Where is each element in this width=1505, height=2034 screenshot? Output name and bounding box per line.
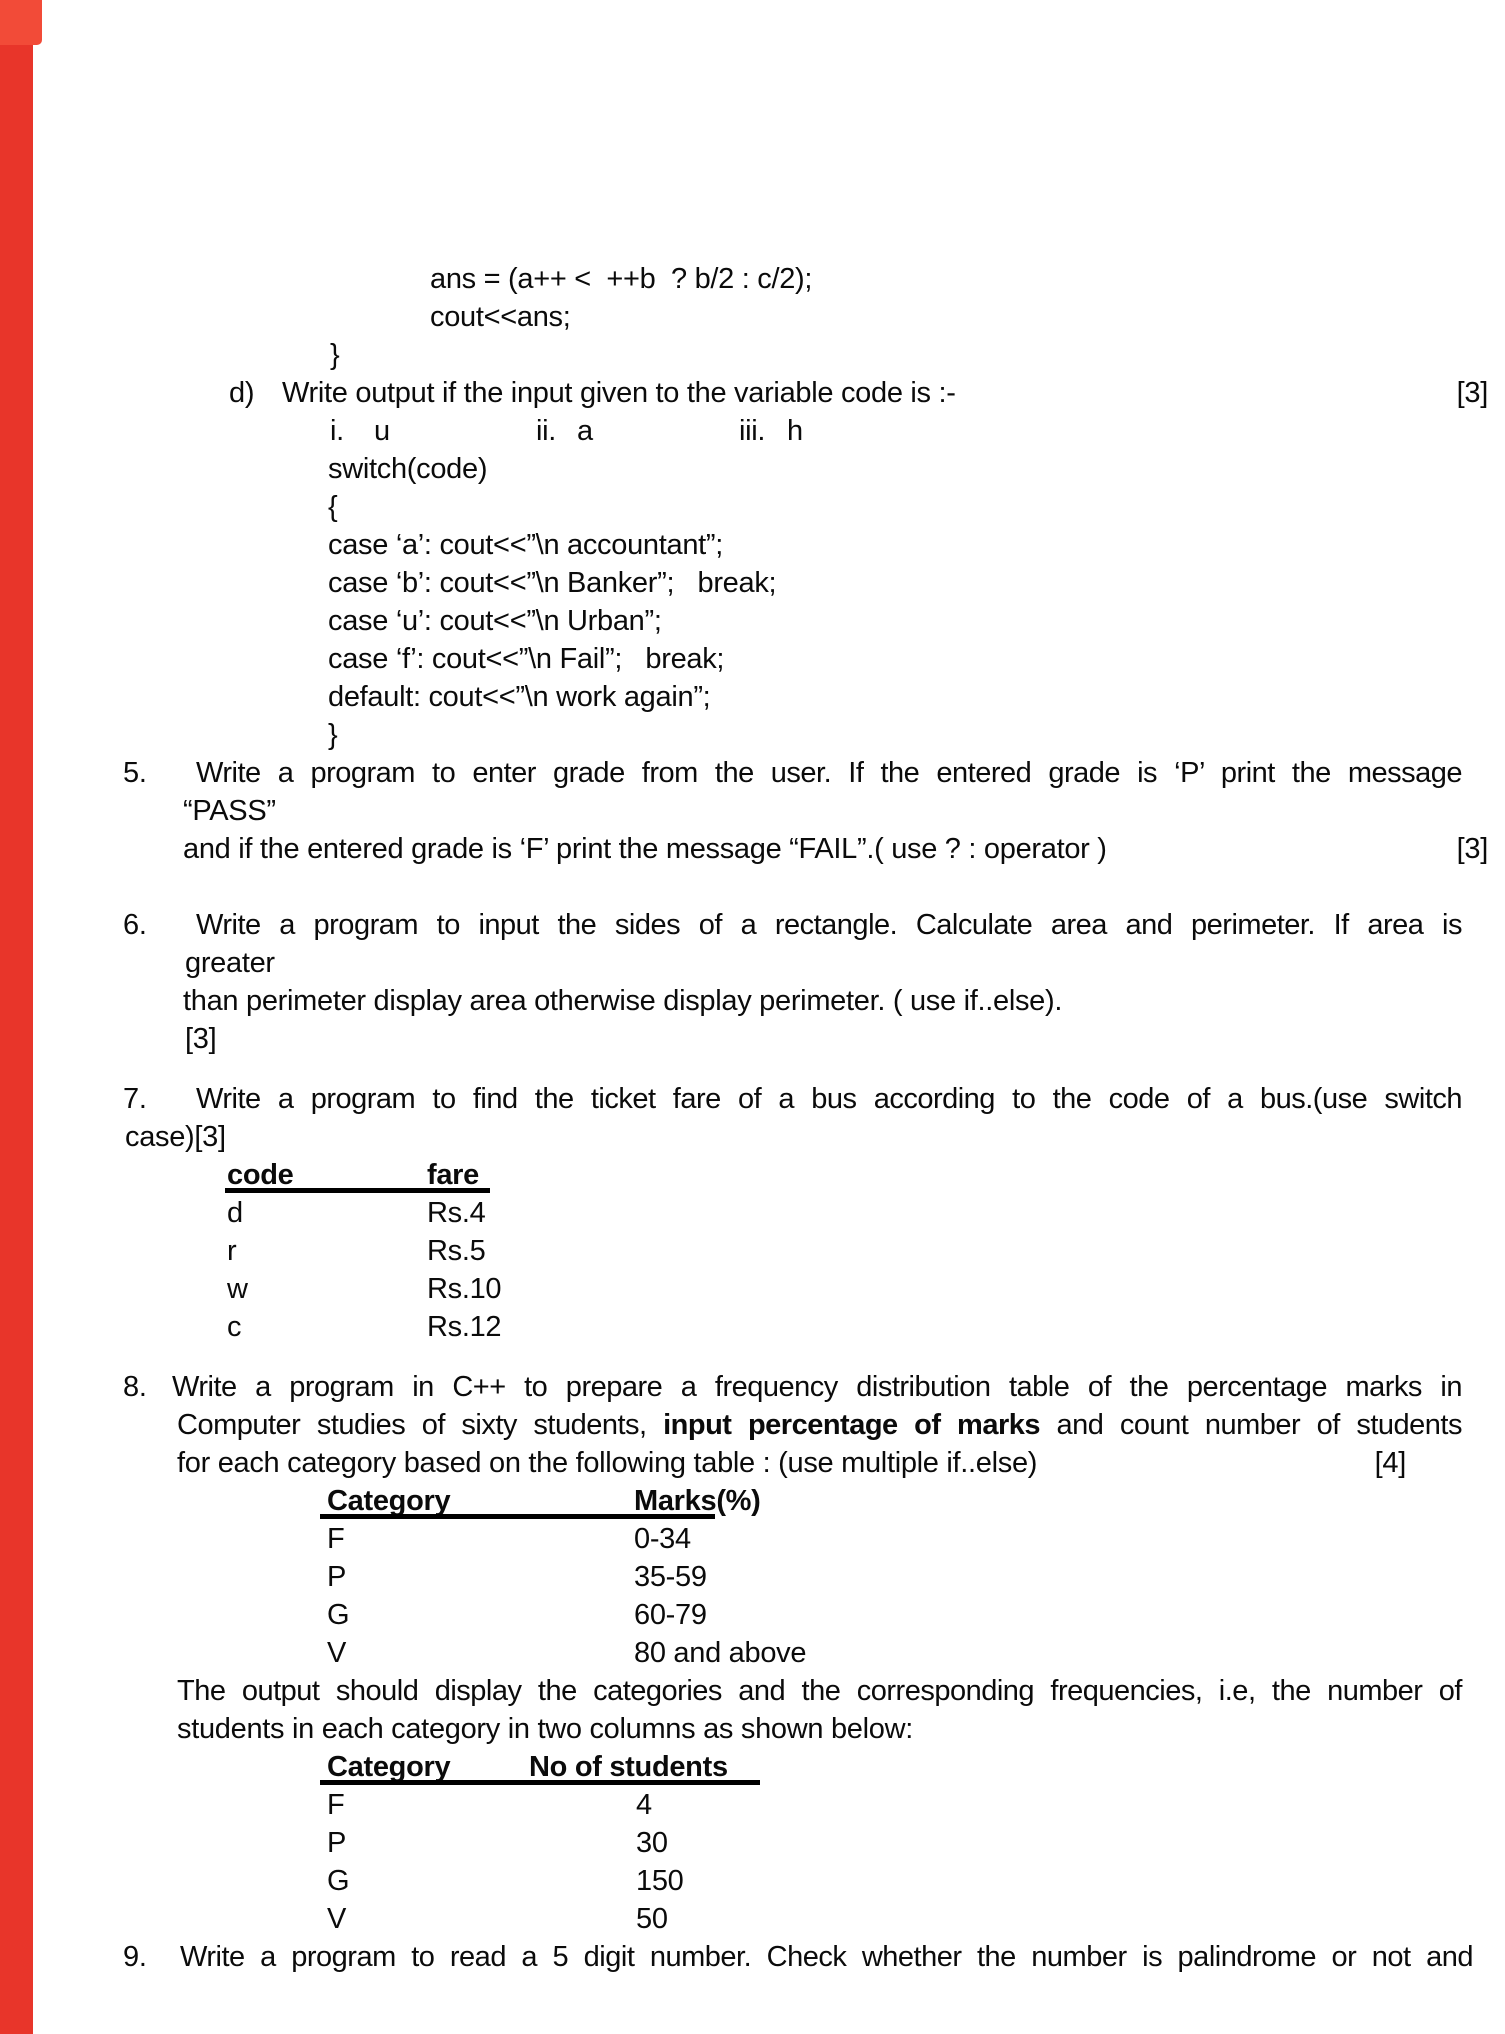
spacer [123,1346,1492,1368]
marks-table-row [123,1520,1492,1558]
question-7-number: 7. [123,1083,147,1115]
question-8-text-2a: Computer studies of sixty students, [177,1409,664,1441]
red-edge-strip [0,0,33,2034]
switch-line-5: case ‘f’: cout<<”\n Fail”; break; [328,643,725,675]
marks-table-underline [320,1514,715,1519]
option-ii-numeral: ii. [536,415,557,447]
code-close-brace: } [330,339,340,371]
part-d-label: d) [229,377,255,409]
question-8-text-3: for each category based on the following table : (use multiple if..else) [177,1447,1038,1479]
question-8-number: 8. [123,1371,147,1403]
output-note-line-2: students in each category in two columns as shown below: [177,1713,913,1745]
fare-row-value: Rs.4 [427,1197,486,1229]
freq-table-row [123,1786,1492,1824]
fare-table-row [123,1270,1492,1308]
question-7-line-1 [123,1080,1492,1118]
freq-row-category: G [327,1865,350,1897]
fare-table-row [123,1232,1492,1270]
marks-row-category: G [327,1599,350,1631]
marks-row-category: F [327,1523,345,1555]
freq-row-count: 50 [636,1903,668,1935]
marks-table-header-marks: Marks(%) [634,1485,761,1517]
spacer [123,868,1492,906]
fare-row-code: r [227,1235,237,1267]
fare-row-code: c [227,1311,242,1343]
question-9-text: Write a program to read a 5 digit number. Check whether the number is palindrome or not and [180,1941,1473,1973]
fare-table-header-code: code [227,1159,294,1191]
option-iii-value: h [787,415,803,447]
question-5-text: Write a program to enter grade from the user. If the entered grade is ‘P’ print the message [196,757,1462,789]
fare-table-row [123,1308,1492,1346]
marks-row-category: P [327,1561,347,1593]
freq-table-header-category: Category [327,1751,451,1783]
option-i-value: u [374,415,390,447]
freq-row-count: 150 [636,1865,684,1897]
marks-row-category: V [327,1637,347,1669]
question-5-line-3 [123,830,1492,868]
fare-table-header [123,1156,1492,1194]
freq-table-row [123,1862,1492,1900]
question-9-line-1 [123,1938,1492,1976]
part-d-marks: [3] [1456,377,1488,409]
freq-table-row [123,1900,1492,1938]
question-6-marks: [3] [185,1023,217,1055]
fare-table-header-fare: fare [427,1159,479,1191]
freq-row-count: 4 [636,1789,652,1821]
question-5-number: 5. [123,757,147,789]
part-d-prompt: Write output if the input given to the variable code is :- [282,377,956,409]
option-iii-numeral: iii. [739,415,766,447]
question-9-number: 9. [123,1941,147,1973]
question-8-text-bold: input percentage of marks [663,1409,1041,1441]
fare-row-code: d [227,1197,243,1229]
switch-line-0: switch(code) [328,453,488,485]
freq-table-header-students: No of students [529,1751,728,1783]
marks-table-header [123,1482,1492,1520]
switch-line-7: } [328,719,338,751]
freq-row-category: F [327,1789,345,1821]
part-d-options [123,412,1492,450]
marks-table-row [123,1596,1492,1634]
question-8-text: Write a program in C++ to prepare a frequency distribution table of the percentage marks in [172,1371,1462,1403]
question-8-line-3 [123,1444,1492,1482]
freq-row-category: P [327,1827,347,1859]
question-5-line-2: “PASS” [183,795,276,827]
marks-table-row [123,1634,1492,1672]
red-edge-corner [0,0,42,45]
code-line-ans: ans = (a++ < ++b ? b/2 : c/2); [430,263,813,295]
output-note-line-1: The output should display the categories and the corresponding frequencies, i.e, the number of [177,1675,1462,1707]
option-i-numeral: i. [330,415,344,447]
switch-line-2: case ‘a’: cout<<”\n accountant”; [328,529,724,561]
question-6-text: Write a program to input the sides of a rectangle. Calculate area and perimeter. If area is [196,909,1462,941]
question-8-line-1 [123,1368,1492,1406]
question-6-line-2: greater [185,947,275,979]
marks-row-range: 0-34 [634,1523,691,1555]
code-line-cout: cout<<ans; [430,301,571,333]
spacer [123,1058,1492,1080]
question-5-line-1 [123,754,1492,792]
freq-table-header [123,1748,1492,1786]
marks-row-range: 60-79 [634,1599,707,1631]
switch-line-1: { [328,491,338,523]
question-7-text: Write a program to find the ticket fare of a bus according to the code of a bus.(use switch [196,1083,1462,1115]
marks-table-header-category: Category [327,1485,451,1517]
freq-table-row [123,1824,1492,1862]
document-content [123,260,1492,1976]
switch-line-3: case ‘b’: cout<<”\n Banker”; break; [328,567,777,599]
question-6-line-3: than perimeter display area otherwise display perimeter. ( use if..else). [183,985,1063,1017]
question-5-marks: [3] [1456,833,1488,865]
question-5-text-3: and if the entered grade is ‘F’ print the message “FAIL”.( use ? : operator ) [183,833,1107,865]
fare-row-value: Rs.12 [427,1311,502,1343]
fare-table-row [123,1194,1492,1232]
freq-row-category: V [327,1903,347,1935]
question-6-number: 6. [123,909,147,941]
question-8-marks: [4] [1374,1447,1406,1479]
question-8-line-2 [123,1406,1492,1444]
fare-table-underline [225,1188,490,1193]
question-8-text-2b: and count number of students [1040,1409,1462,1441]
freq-row-count: 30 [636,1827,668,1859]
switch-line-6: default: cout<<”\n work again”; [328,681,711,713]
question-6-line-1 [123,906,1492,944]
switch-line-4: case ‘u’: cout<<”\n Urban”; [328,605,662,637]
fare-row-value: Rs.5 [427,1235,486,1267]
option-ii-value: a [577,415,593,447]
marks-table-row [123,1558,1492,1596]
question-7-line-2: case)[3] [125,1121,226,1153]
part-d-line [123,374,1492,412]
marks-row-range: 80 and above [634,1637,807,1669]
fare-row-code: w [227,1273,248,1305]
fare-row-value: Rs.10 [427,1273,502,1305]
freq-table-underline [320,1780,760,1785]
marks-row-range: 35-59 [634,1561,707,1593]
